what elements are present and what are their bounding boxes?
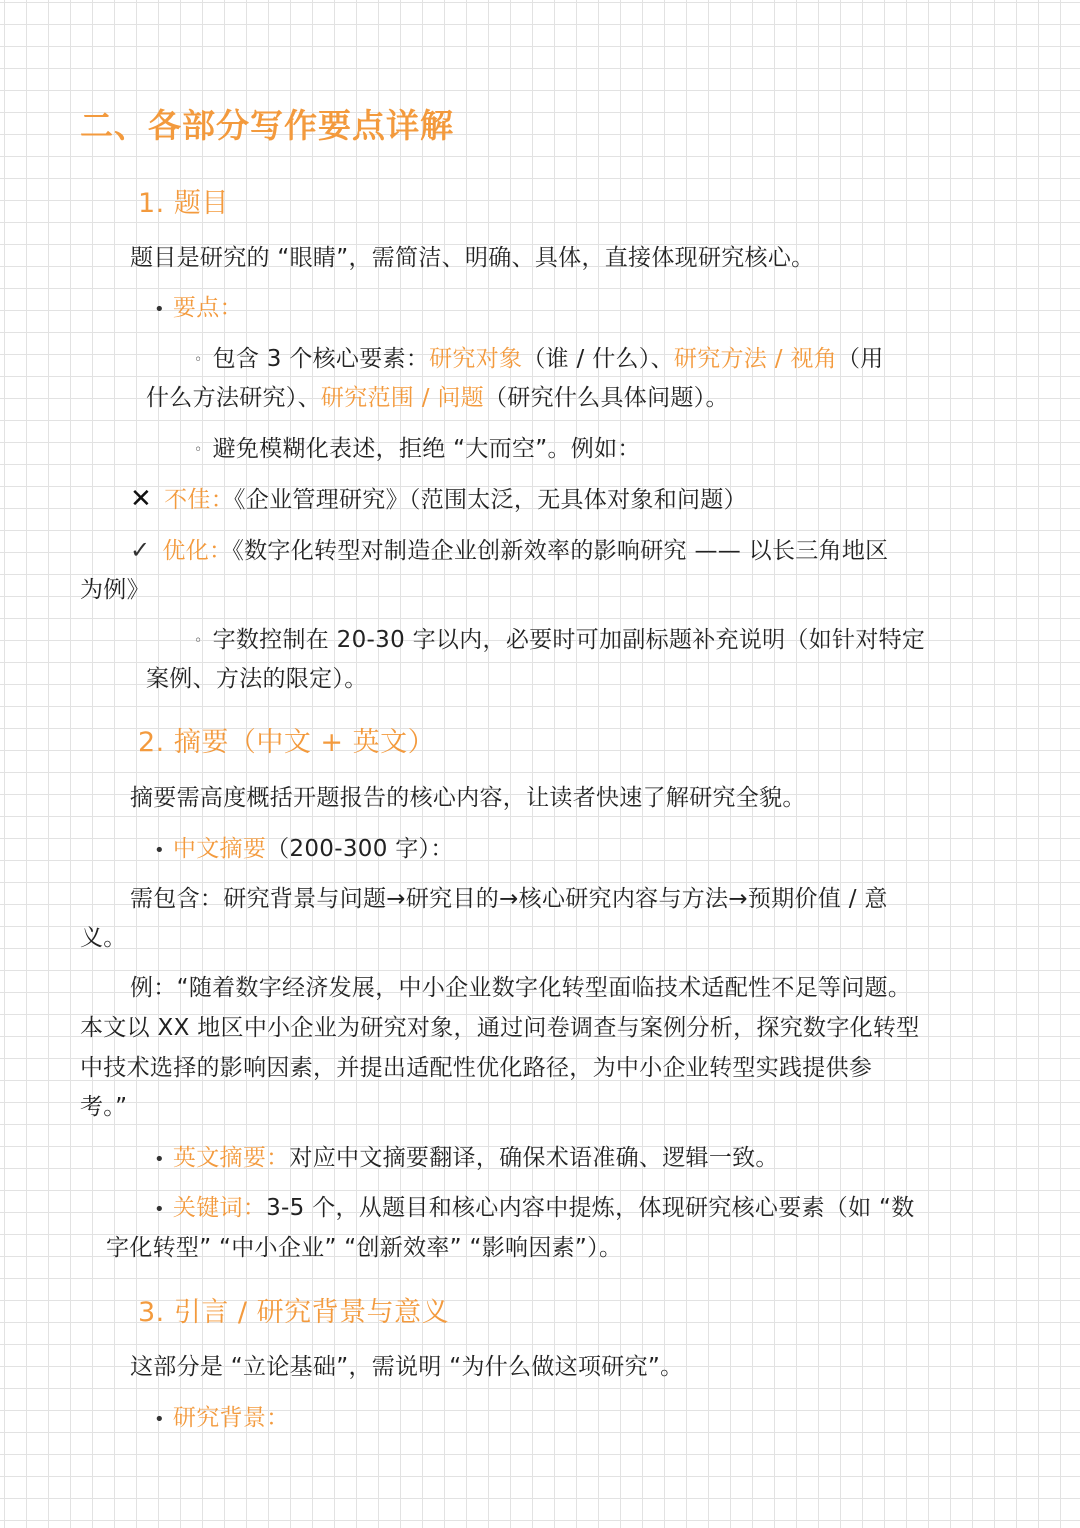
circle-bullet-icon: ◦ — [194, 441, 203, 458]
text: 3-5 个，从题目和核心内容中提炼，体现研究核心要素（如 “数 — [266, 1195, 915, 1221]
keyword: 研究对象 — [429, 346, 523, 372]
text: 《企业管理研究》（范围太泛，无具体对象和问题） — [234, 487, 747, 513]
bullet-icon: • — [154, 840, 165, 861]
bullet-item-continued: 字化转型” “中小企业” “创新效率” “影响因素”）。 — [106, 1235, 623, 1261]
subsection-title-3: 3. 引言 / 研究背景与意义 — [138, 1297, 450, 1328]
text: （谁 / 什么）、 — [522, 346, 674, 372]
good-example-continued: 为例》 — [80, 577, 150, 603]
bullet-label: 研究背景： — [172, 1405, 290, 1431]
text: 对应中文摘要翻译，确保术语准确、逻辑一致。 — [289, 1145, 779, 1171]
text: 字数控制在 20-30 字以内，必要时可加副标题补充说明（如针对特定 — [212, 627, 926, 653]
subsection-title-2: 2. 摘要（中文 + 英文） — [138, 727, 436, 758]
bad-example — [130, 483, 747, 516]
keyword: 研究范围 / 问题 — [320, 385, 484, 411]
circle-bullet-icon: ◦ — [194, 351, 203, 368]
bad-label: 不佳： — [164, 487, 234, 513]
text: 什么方法研究）、 — [146, 385, 321, 411]
subsection-title-1: 1. 题目 — [138, 188, 229, 219]
check-icon: ✓ — [130, 536, 151, 564]
text: （研究什么具体问题）。 — [483, 385, 729, 411]
bullet-item — [154, 1142, 779, 1176]
paragraph: 题目是研究的 “眼睛”，需简洁、明确、具体，直接体现研究核心。 — [130, 245, 815, 271]
text: （用 — [836, 346, 884, 372]
bullet-label: 英文摘要： — [172, 1145, 290, 1171]
bullet-icon: • — [154, 1149, 165, 1170]
cross-icon: ✕ — [130, 484, 153, 514]
paragraph: 这部分是 “立论基础”，需说明 “为什么做这项研究”。 — [130, 1354, 684, 1380]
good-label: 优化： — [162, 538, 233, 564]
example-paragraph: 中技术选择的影响因素，并提出适配性优化路径，为中小企业转型实践提供参 — [80, 1055, 873, 1081]
bullet-label: 关键词： — [172, 1195, 267, 1221]
text: 《数字化转型对制造企业创新效率的影响研究 —— 以长三角地区 — [232, 538, 889, 564]
sub-item-continued: 案例、方法的限定）。 — [146, 666, 368, 692]
bullet-icon: • — [154, 1409, 165, 1430]
sub-item — [194, 433, 641, 466]
bullet-icon: • — [154, 299, 165, 320]
sub-item — [194, 624, 925, 657]
text: （200-300 字）： — [266, 836, 454, 862]
sub-item — [194, 343, 884, 376]
example-paragraph: 本文以 XX 地区中小企业为研究对象，通过问卷调查与案例分析，探究数字化转型 — [80, 1015, 920, 1041]
example-paragraph: 例：“随着数字经济发展，中小企业数字化转型面临技术适配性不足等问题。 — [130, 975, 912, 1001]
section-heading: 二、各部分写作要点详解 — [80, 106, 454, 145]
example-paragraph: 考。” — [80, 1094, 128, 1120]
bullet-icon: • — [154, 1199, 165, 1220]
bullet-item — [154, 1192, 915, 1226]
paragraph: 需包含：研究背景与问题→研究目的→核心研究内容与方法→预期价值 / 意 — [130, 886, 888, 912]
bullet-label: 要点： — [172, 295, 243, 321]
bullet-item — [154, 833, 454, 867]
bullet-item — [154, 1402, 289, 1436]
bullet-label: 中文摘要 — [172, 836, 267, 862]
text: 避免模糊化表述，拒绝 “大而空”。例如： — [212, 436, 641, 462]
circle-bullet-icon: ◦ — [194, 632, 203, 649]
good-example — [130, 534, 888, 567]
sub-item-continued — [146, 382, 729, 414]
keyword: 研究方法 / 视角 — [673, 346, 837, 372]
bullet-item — [154, 292, 243, 326]
paragraph: 摘要需高度概括开题报告的核心内容，让读者快速了解研究全貌。 — [130, 785, 806, 811]
paragraph-continued: 义。 — [80, 925, 127, 951]
text: 包含 3 个核心要素： — [212, 346, 430, 372]
